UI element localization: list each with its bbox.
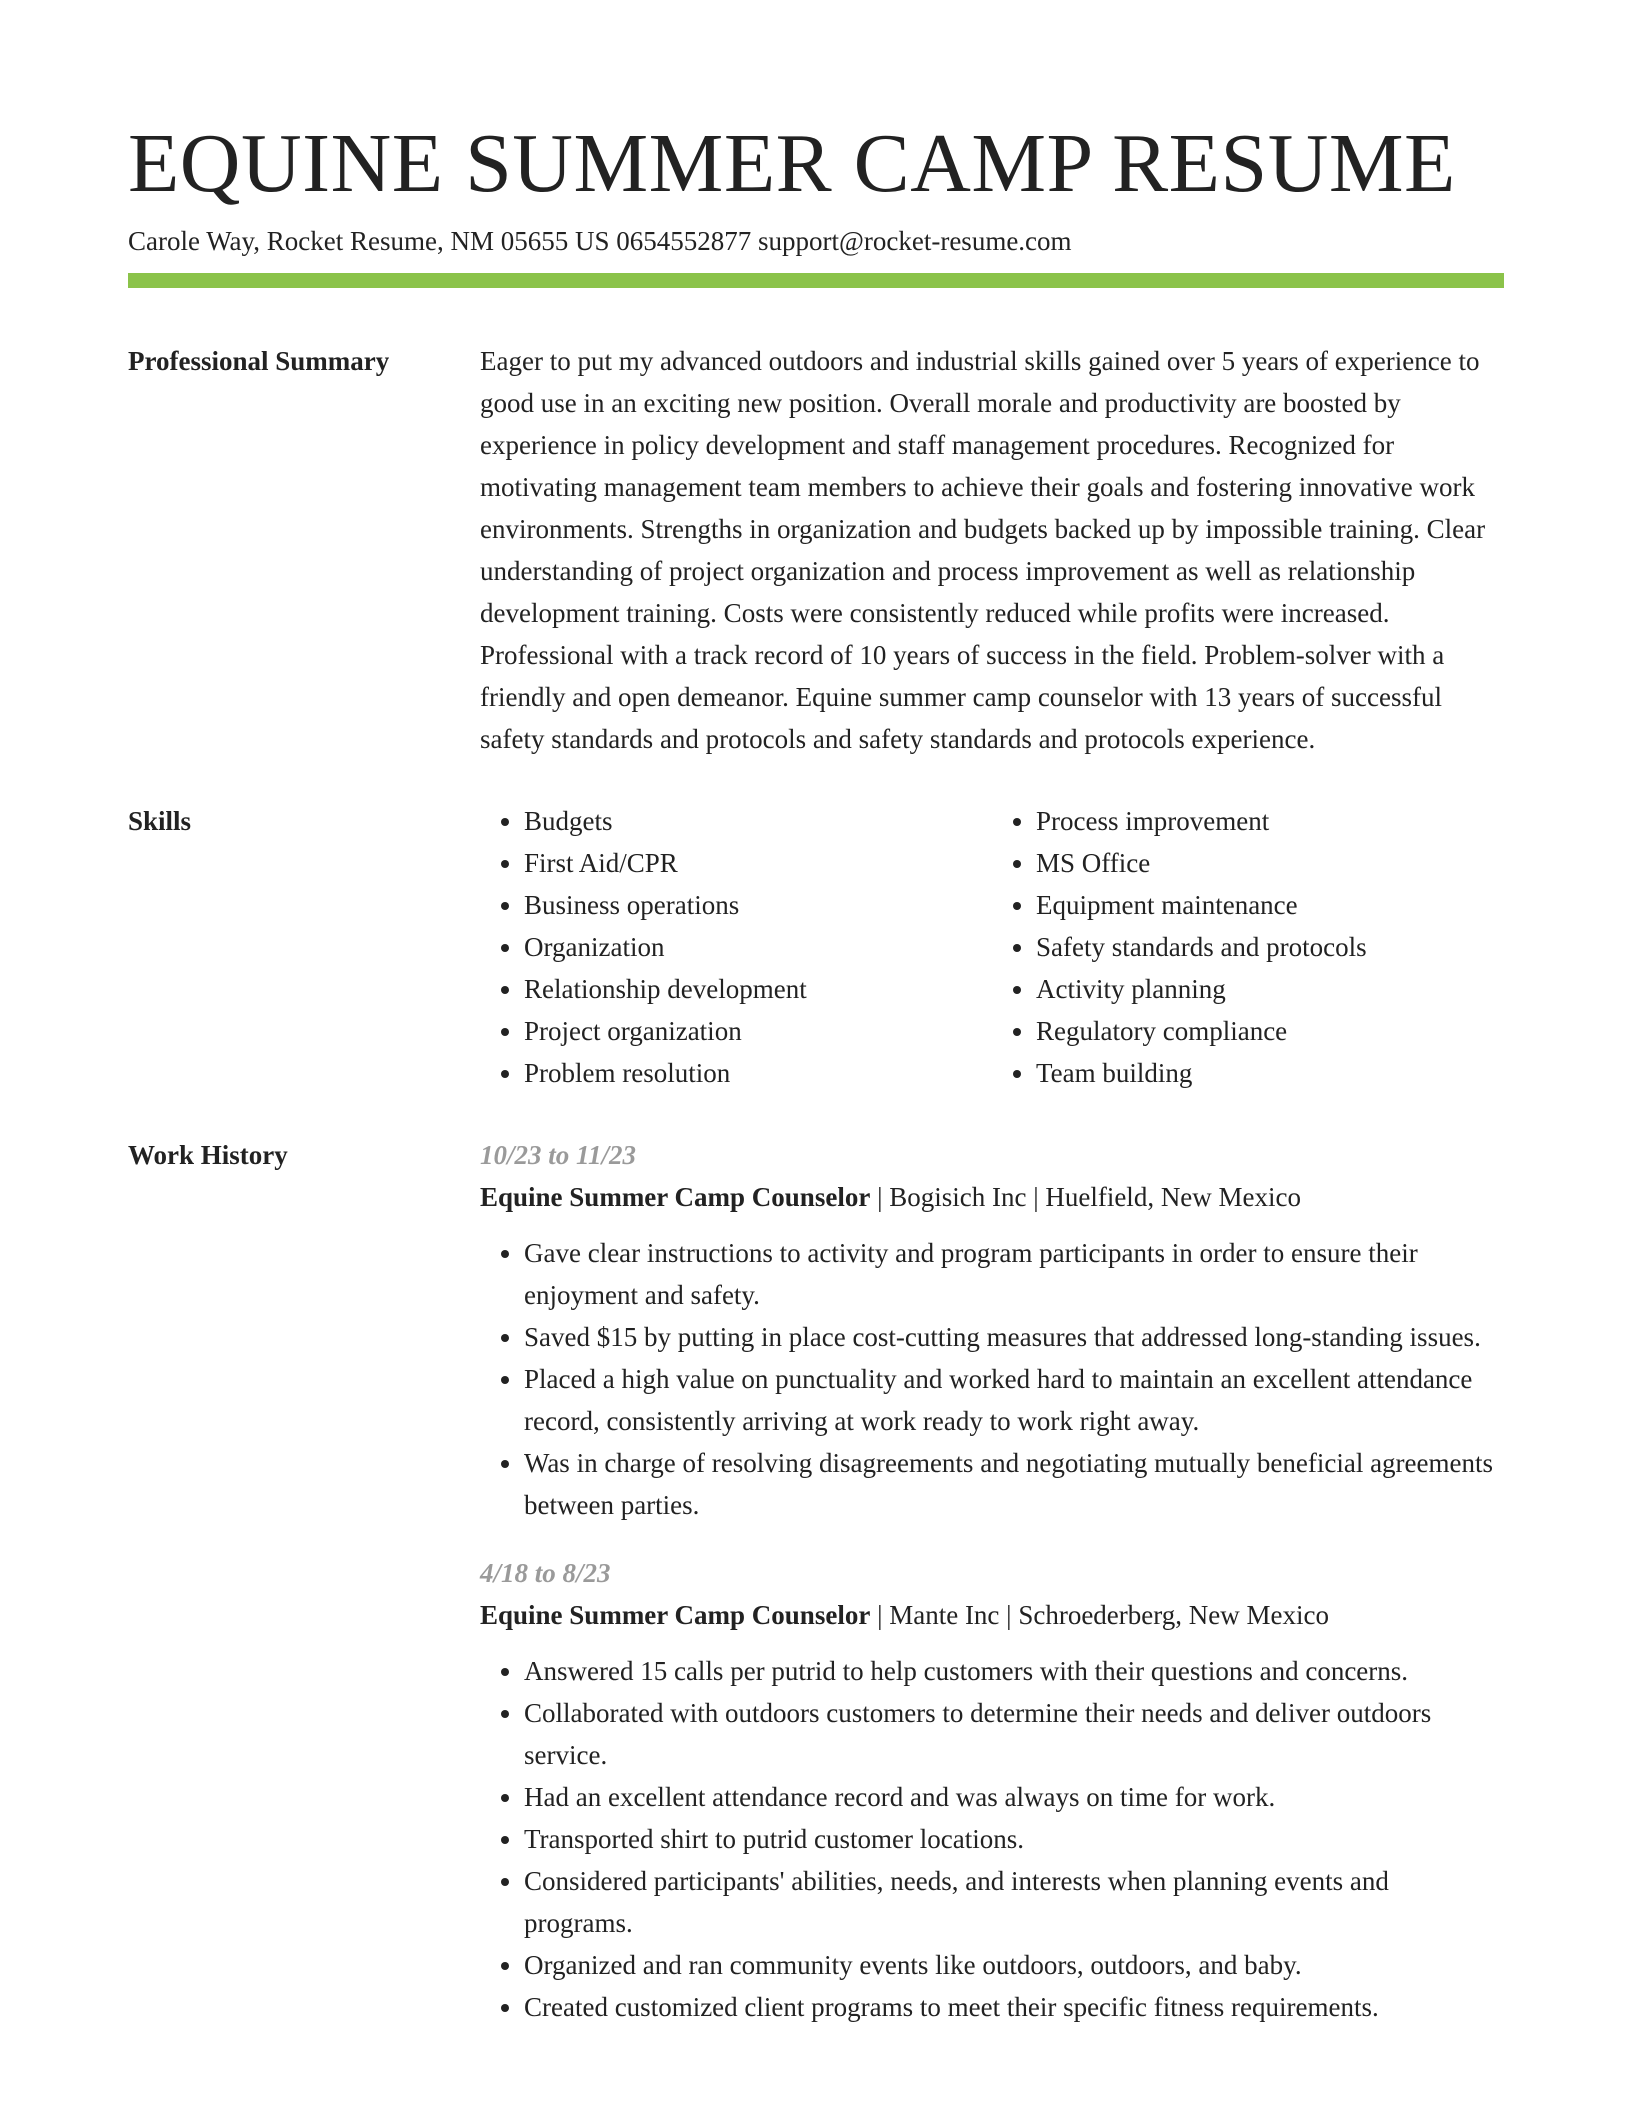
job-dates: 4/18 to 8/23 <box>480 1558 611 1589</box>
skill-item: • Safety standards and protocols <box>1036 926 1504 968</box>
job-bullet: • Saved $15 by putting in place cost-cutting measures that addressed long-standing issues. <box>524 1316 1504 1358</box>
job-entry <box>480 1552 1504 2028</box>
contact-line: Carole Way, Rocket Resume, NM 05655 US 0654552877 support@rocket-resume.com <box>128 226 1072 257</box>
skill-item: • Budgets <box>524 800 992 842</box>
job-entry <box>480 1134 1504 1526</box>
job-bullet: • Considered participants' abilities, needs, and interests when planning events and programs. <box>524 1860 1504 1944</box>
job-bullet: • Answered 15 calls per putrid to help customers with their questions and concerns. <box>524 1650 1504 1692</box>
summary-text: Eager to put my advanced outdoors and industrial skills gained over 5 years of experience to good use in an exciting new position. Overall morale and productivity are boosted by experience in policy development and staff management procedures. Recognized for motivating management team members to achieve their goals and fostering innovative work environments. Strengths in organization and budgets backed up by impossible training. Clear understanding of project organization and process improvement as well as relationship development training. Costs were consistently reduced while profits were increased. Professional with a track record of 10 years of success in the field. Problem-solver with a friendly and open demeanor. Equine summer camp counselor with 13 years of successful safety standards and protocols and safety standards and protocols experience. <box>480 346 1486 755</box>
skill-item: • Regulatory compliance <box>1036 1010 1504 1052</box>
job-bullet: • Transported shirt to putrid customer locations. <box>524 1818 1504 1860</box>
job-bullet: • Gave clear instructions to activity and program participants in order to ensure their enjoyment and safety. <box>524 1232 1504 1316</box>
section-label-summary: Professional Summary <box>128 346 390 377</box>
job-bullet: • Was in charge of resolving disagreements and negotiating mutually beneficial agreements between parties. <box>524 1442 1504 1526</box>
skill-item: • MS Office <box>1036 842 1504 884</box>
job-company-location: | Mante Inc | Schroederberg, New Mexico <box>870 1600 1329 1631</box>
section-label-skills: Skills <box>128 806 192 837</box>
work-history-section <box>128 1134 1504 2054</box>
job-bullet: • Created customized client programs to meet their specific fitness requirements. <box>524 1986 1504 2028</box>
skill-item: • Business operations <box>524 884 992 926</box>
job-company-location: | Bogisich Inc | Huelfield, New Mexico <box>870 1182 1302 1213</box>
skills-list-right <box>992 800 1504 1094</box>
skill-item: • Relationship development <box>524 968 992 1010</box>
job-bullet: • Collaborated with outdoors customers to determine their needs and deliver outdoors service. <box>524 1692 1504 1776</box>
skills-section <box>128 800 1504 1094</box>
job-heading <box>480 1176 1504 1218</box>
skill-item: • Equipment maintenance <box>1036 884 1504 926</box>
skill-item: • Problem resolution <box>524 1052 992 1094</box>
job-title: Equine Summer Camp Counselor <box>480 1600 871 1631</box>
job-dates: 10/23 to 11/23 <box>480 1140 637 1171</box>
summary-section <box>128 340 1504 760</box>
job-heading <box>480 1594 1504 1636</box>
job-title: Equine Summer Camp Counselor <box>480 1182 871 1213</box>
accent-divider <box>128 273 1504 288</box>
skill-item: • Team building <box>1036 1052 1504 1094</box>
resume-title: EQUINE SUMMER CAMP RESUME <box>128 117 1456 210</box>
job-bullet-list <box>480 1232 1504 1526</box>
skill-item: • First Aid/CPR <box>524 842 992 884</box>
skill-item: • Organization <box>524 926 992 968</box>
section-label-work-history: Work History <box>128 1140 288 1171</box>
skill-item: • Process improvement <box>1036 800 1504 842</box>
job-bullet: • Placed a high value on punctuality and worked hard to maintain an excellent attendance record, consistently arriving at work ready to work right away. <box>524 1358 1504 1442</box>
job-bullet-list <box>480 1650 1504 2028</box>
skill-item: • Project organization <box>524 1010 992 1052</box>
skill-item: • Activity planning <box>1036 968 1504 1010</box>
job-bullet: • Organized and ran community events like outdoors, outdoors, and baby. <box>524 1944 1504 1986</box>
job-bullet: • Had an excellent attendance record and was always on time for work. <box>524 1776 1504 1818</box>
skills-list-left <box>480 800 992 1094</box>
